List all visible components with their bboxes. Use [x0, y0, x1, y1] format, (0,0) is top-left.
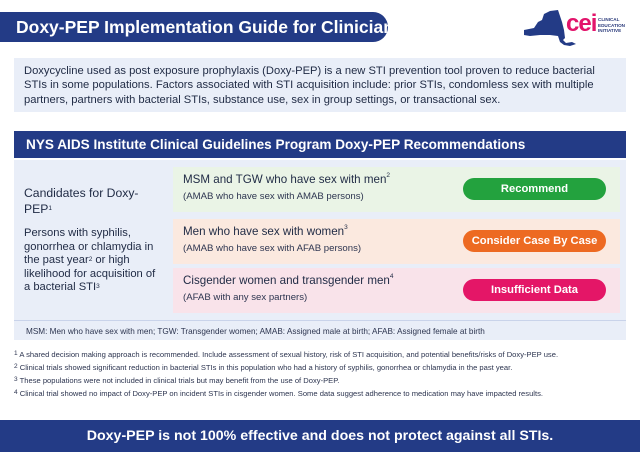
footnote-4: $^4$ Clinical trial showed no impact of Doxy-PEP on incident STIs in cisgender women. Some data suggest adherence to medication may have impacted results. — [14, 389, 543, 398]
population-description: (AMAB who have sex with AMAB persons) — [183, 191, 364, 202]
consider-case-by-case-badge: Consider Case By Case — [463, 230, 606, 252]
logo-text — [598, 17, 625, 34]
candidates-title: Candidates for Doxy-PEP$^1$ — [24, 186, 139, 216]
recommendation-row-msm — [173, 167, 620, 212]
insufficient-data-badge: Insufficient Data — [463, 279, 606, 301]
logo-line-1: CLINICAL — [598, 17, 620, 22]
footnote-3: $^3$ These populations were not included in clinical trials but may benefit from the use of Doxy-PEP. — [14, 376, 340, 385]
candidates-criteria: Persons with syphilis, gonorrhea or chlamydia in the past year$^2$ or high likelihood for acquisition of a bacterial STI$^3$ — [24, 227, 156, 294]
population-description: (AMAB who have sex with AFAB persons) — [183, 243, 362, 254]
footer-banner: Doxy-PEP is not 100% effective and does not protect against all STIs. — [0, 420, 640, 452]
intro-paragraph: Doxycycline used as post exposure prophylaxis (Doxy-PEP) is a new STI prevention tool proven to reduce bacterial STIs in some populations. Factors associated with STI acquisition include: prior STIs, condomless sex with multiple partners, partners with bacterial STIs, substance use, sex in group settings, or transactional sex. — [14, 58, 626, 112]
footnote-2: $^2$ Clinical trials showed significant reduction in bacterial STIs in this population who had a history of syphilis, gonorrhea or chlamydia in the past year. — [14, 363, 513, 372]
population-label: MSM and TGW who have sex with men$^2$ — [183, 172, 391, 186]
footnotes — [14, 350, 626, 402]
cei-logo — [520, 6, 638, 50]
population-label: Cisgender women and transgender men$^4$ — [183, 273, 394, 287]
recommend-badge: Recommend — [463, 178, 606, 200]
population-description: (AFAB with any sex partners) — [183, 292, 308, 303]
abbreviations-note: MSM: Men who have sex with men; TGW: Transgender women; AMAB: Assigned male at birth; AFAB: Assigned female at birth — [14, 320, 626, 340]
page-title — [0, 12, 404, 42]
recommendation-row-cisgender — [173, 268, 620, 313]
page-title-text: Doxy-PEP Implementation Guide for Clinicians — [16, 16, 404, 37]
footnote-1: $^1$ A shared decision making approach is recommended. Include assessment of sexual history, risk of STI acquisition, and potential benefits/risks of Doxy-PEP use. — [14, 350, 559, 359]
logo-mark: cei — [566, 10, 597, 37]
logo-line-3: INITIATIVE — [598, 28, 622, 34]
candidates-column — [24, 186, 164, 295]
recommendations-header: NYS AIDS Institute Clinical Guidelines Program Doxy-PEP Recommendations — [14, 131, 626, 158]
recommendation-row-men — [173, 219, 620, 264]
population-label: Men who have sex with women$^3$ — [183, 224, 348, 238]
logo-line-2: EDUCATION — [598, 22, 625, 28]
